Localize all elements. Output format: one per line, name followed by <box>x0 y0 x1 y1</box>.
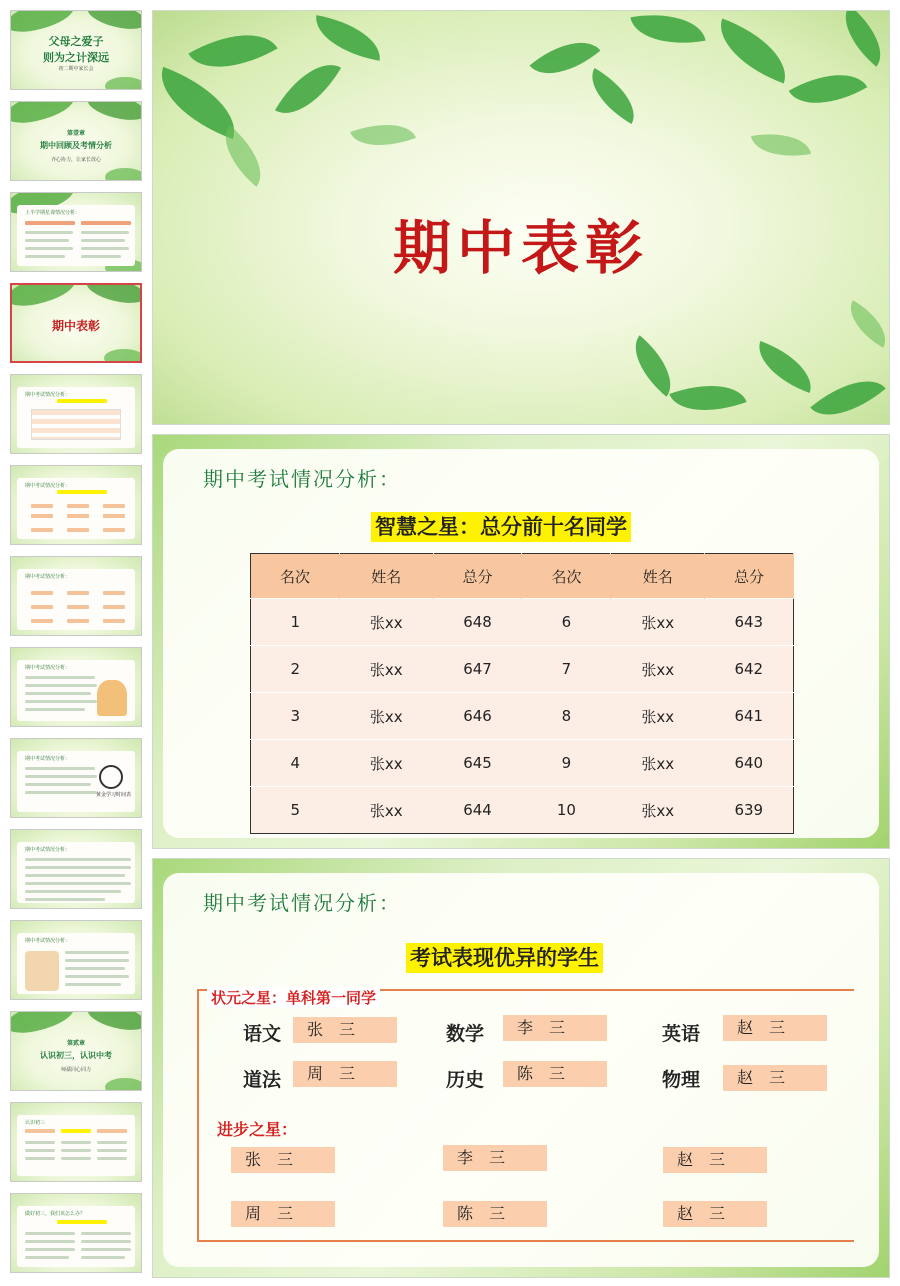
name-cell: 张xx <box>339 740 433 787</box>
student-name: 陈 三 <box>503 1061 607 1087</box>
slide-thumbnail-5[interactable] <box>10 374 142 454</box>
progress-label: 进步之星： <box>217 1120 298 1139</box>
slide-thumbnail-panel <box>0 0 148 1286</box>
rank-cell: 3 <box>251 693 340 740</box>
name-cell: 张xx <box>339 599 433 646</box>
slide-thumbnail-1[interactable] <box>10 10 142 90</box>
rank-cell: 2 <box>251 646 340 693</box>
header-score: 总分 <box>433 554 522 599</box>
slide-thumbnail-3[interactable] <box>10 192 142 272</box>
thumb-subtitle: 师孺同心同力 <box>60 1067 91 1073</box>
table-header-row <box>251 554 794 599</box>
student-illustration <box>97 680 127 716</box>
slide-main-title: 期中表彰 <box>392 214 649 282</box>
thumb-title: 期中回顾及考情分析 <box>40 140 112 150</box>
thumb-heading: 期中考试情况分析： <box>25 483 71 489</box>
slide-thumbnail-6[interactable] <box>10 465 142 545</box>
name-cell: 张xx <box>339 787 433 834</box>
name-cell: 张xx <box>611 646 705 693</box>
thumb-heading: 期中考试情况分析： <box>25 938 71 944</box>
progress-student-name: 周 三 <box>231 1201 335 1227</box>
thumb-heading: 做好初三，我们该怎么办？ <box>25 1211 86 1217</box>
progress-student-name: 陈 三 <box>443 1201 547 1227</box>
slide-top-ten <box>152 434 890 849</box>
highlight-title: 考试表现优异的学生 <box>406 943 603 973</box>
score-cell: 641 <box>705 693 794 740</box>
header-name: 姓名 <box>339 554 433 599</box>
slide-thumbnail-8[interactable] <box>10 647 142 727</box>
score-cell: 644 <box>433 787 522 834</box>
thumb-title: 期中表彰 <box>51 319 100 333</box>
score-cell: 642 <box>705 646 794 693</box>
score-cell: 646 <box>433 693 522 740</box>
thumb-heading: 期中考试情况分析： <box>25 392 71 398</box>
slide-thumbnail-12[interactable] <box>10 1011 142 1091</box>
score-cell: 640 <box>705 740 794 787</box>
progress-student-name: 张 三 <box>231 1147 335 1173</box>
score-cell: 645 <box>433 740 522 787</box>
score-cell: 647 <box>433 646 522 693</box>
thumb-heading: 期中考试情况分析： <box>25 847 71 853</box>
thumb-heading: 上半学期星课情况分析： <box>25 210 81 216</box>
progress-student-name: 赵 三 <box>663 1147 767 1173</box>
thumb-kicker: 第壹章 <box>66 130 85 137</box>
student-name: 赵 三 <box>723 1015 827 1041</box>
rank-cell: 7 <box>522 646 611 693</box>
rank-cell: 10 <box>522 787 611 834</box>
rank-cell: 6 <box>522 599 611 646</box>
slide-thumbnail-2[interactable] <box>10 101 142 181</box>
table-row <box>251 599 794 646</box>
section-title: 期中考试情况分析： <box>203 891 401 915</box>
slide-thumbnail-11[interactable] <box>10 920 142 1000</box>
table-row <box>251 740 794 787</box>
thumb-subtitle: 齐心协力，让家长放心 <box>50 157 101 163</box>
table-row <box>251 693 794 740</box>
ranking-table <box>250 553 794 834</box>
progress-student-name: 赵 三 <box>663 1201 767 1227</box>
slide-thumbnail-14[interactable] <box>10 1193 142 1273</box>
name-cell: 张xx <box>611 599 705 646</box>
slide-thumbnail-13[interactable] <box>10 1102 142 1182</box>
section-title: 期中考试情况分析： <box>203 467 401 491</box>
thumb-heading: 认识初三 <box>25 1120 46 1126</box>
rank-cell: 5 <box>251 787 340 834</box>
subject-label: 历史 <box>446 1069 485 1091</box>
header-score: 总分 <box>705 554 794 599</box>
thumb-heading: 期中考试情况分析： <box>25 756 71 762</box>
header-rank: 名次 <box>522 554 611 599</box>
student-name: 赵 三 <box>723 1065 827 1091</box>
slide-thumbnail-4[interactable] <box>10 283 142 363</box>
rank-cell: 4 <box>251 740 340 787</box>
name-cell: 张xx <box>611 740 705 787</box>
subject-label: 语文 <box>243 1023 282 1045</box>
thumb-title: 父母之爱子 <box>48 35 104 48</box>
rank-cell: 8 <box>522 693 611 740</box>
student-illustration <box>25 951 59 991</box>
subject-label: 道法 <box>243 1069 282 1091</box>
name-cell: 张xx <box>339 693 433 740</box>
score-cell: 643 <box>705 599 794 646</box>
student-name: 李 三 <box>503 1015 607 1041</box>
thumb-subtitle: 初二期中家长会 <box>58 66 94 72</box>
subject-label: 物理 <box>662 1069 701 1091</box>
score-cell: 639 <box>705 787 794 834</box>
header-rank: 名次 <box>251 554 340 599</box>
student-name: 张 三 <box>293 1017 397 1043</box>
thumb-title: 认识初三，认识中考 <box>40 1050 112 1060</box>
thumb-extra: 黄金学习时间表 <box>95 792 131 798</box>
thumb-heading: 期中考试情况分析： <box>25 665 71 671</box>
slide-thumbnail-7[interactable] <box>10 556 142 636</box>
header-name: 姓名 <box>611 554 705 599</box>
name-cell: 张xx <box>611 787 705 834</box>
rank-cell: 9 <box>522 740 611 787</box>
progress-student-name: 李 三 <box>443 1145 547 1171</box>
champion-label: 状元之星：单科第一同学 <box>207 987 380 1008</box>
rank-cell: 1 <box>251 599 340 646</box>
subject-label: 数学 <box>446 1023 485 1045</box>
thumb-heading: 期中考试情况分析： <box>25 574 71 580</box>
slide-excellent-students <box>152 858 890 1278</box>
thumb-title: 则为之计深远 <box>43 51 109 64</box>
student-name: 周 三 <box>293 1061 397 1087</box>
slide-thumbnail-9[interactable] <box>10 738 142 818</box>
thumb-kicker: 第贰章 <box>66 1040 85 1047</box>
subject-label: 英语 <box>662 1023 701 1045</box>
name-cell: 张xx <box>611 693 705 740</box>
clock-icon <box>99 765 123 789</box>
table-row <box>251 787 794 834</box>
table-row <box>251 646 794 693</box>
highlight-title: 智慧之星：总分前十名同学 <box>371 512 631 542</box>
score-cell: 648 <box>433 599 522 646</box>
slide-thumbnail-10[interactable] <box>10 829 142 909</box>
slide-title-commendation <box>152 10 890 425</box>
name-cell: 张xx <box>339 646 433 693</box>
